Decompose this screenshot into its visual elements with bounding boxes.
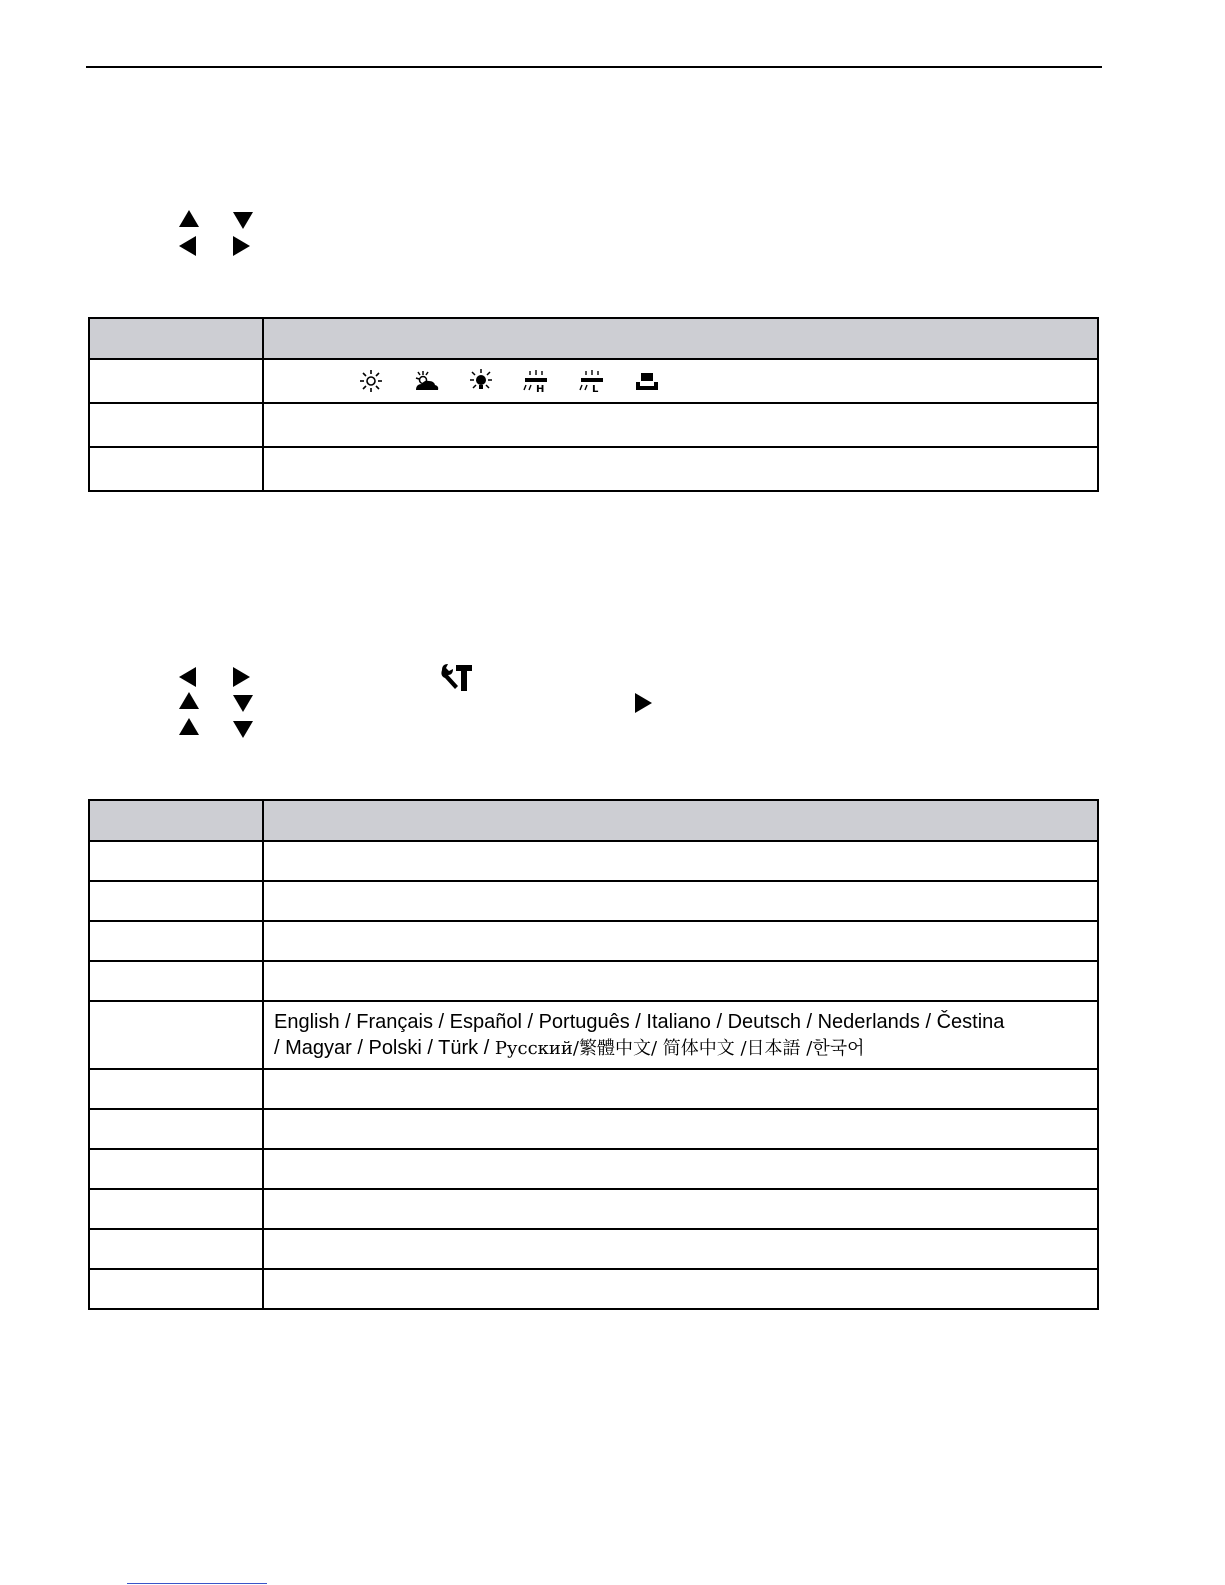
row-label — [89, 1069, 263, 1109]
left-arrow-icon — [179, 236, 196, 256]
row-value — [263, 1069, 1098, 1109]
table-row — [89, 921, 1098, 961]
svg-text:L: L — [592, 384, 599, 393]
table-row — [89, 359, 1098, 403]
language-line-2-cjk: Русский/繁體中文/ 简体中文 /日本語 /한국어 — [494, 1037, 865, 1059]
table-row — [89, 1189, 1098, 1229]
row-label — [89, 1229, 263, 1269]
left-arrow-icon — [179, 667, 196, 687]
white-balance-icons — [263, 359, 1098, 403]
row-label — [89, 961, 263, 1001]
row-value — [263, 403, 1098, 447]
fluorescent-h-icon — [522, 369, 550, 393]
down-arrow-icon — [233, 212, 253, 229]
row-value — [263, 1269, 1098, 1309]
table-row — [89, 1229, 1098, 1269]
header-cell — [89, 318, 263, 359]
row-value — [263, 921, 1098, 961]
table-row — [89, 403, 1098, 447]
row-label — [89, 881, 263, 921]
row-label — [89, 921, 263, 961]
up-arrow-icon — [179, 210, 199, 227]
row-value — [263, 841, 1098, 881]
row-label — [89, 1269, 263, 1309]
svg-text:H: H — [536, 384, 545, 393]
cloudy-icon — [412, 369, 440, 393]
language-options — [263, 1001, 1098, 1069]
row-value — [263, 881, 1098, 921]
row-value — [263, 1149, 1098, 1189]
down-arrow-icon — [233, 695, 253, 712]
language-line-2 — [274, 1035, 1087, 1062]
row-label — [89, 1109, 263, 1149]
row-value — [263, 961, 1098, 1001]
table-row — [89, 1269, 1098, 1309]
fluorescent-l-icon — [578, 369, 606, 393]
right-arrow-icon — [233, 667, 250, 687]
table-row — [89, 1069, 1098, 1109]
row-label — [89, 1001, 263, 1069]
setup-menu-table — [88, 799, 1099, 1310]
table-row — [89, 447, 1098, 491]
row-label — [89, 359, 263, 403]
down-arrow-icon — [233, 721, 253, 738]
row-label — [89, 841, 263, 881]
language-line-2-latin: / Magyar / Polski / Türk / — [274, 1036, 495, 1059]
up-arrow-icon — [179, 718, 199, 735]
row-value — [263, 447, 1098, 491]
table-row — [89, 1149, 1098, 1189]
right-arrow-icon — [233, 236, 250, 256]
custom-wb-icon — [634, 369, 660, 393]
table-row — [89, 841, 1098, 881]
white-balance-table — [88, 317, 1099, 492]
table-header-row — [89, 800, 1098, 841]
row-value — [263, 1189, 1098, 1229]
row-label — [89, 1149, 263, 1189]
table-row-language — [89, 1001, 1098, 1069]
table-row — [89, 1109, 1098, 1149]
table-row — [89, 881, 1098, 921]
wrench-hammer-icon — [440, 662, 474, 694]
header-cell — [263, 318, 1098, 359]
header-rule — [86, 66, 1102, 68]
row-label — [89, 403, 263, 447]
row-value — [263, 1229, 1098, 1269]
row-label — [89, 447, 263, 491]
up-arrow-icon — [179, 692, 199, 709]
footer-link-underline[interactable] — [127, 1583, 267, 1584]
table-row — [89, 961, 1098, 1001]
right-arrow-icon — [635, 693, 652, 713]
tungsten-icon — [468, 369, 494, 393]
language-line-1: English / Français / Español / Português / Italiano / Deutsch / Nederlands / Čestina — [274, 1010, 1005, 1033]
table-header-row — [89, 318, 1098, 359]
header-cell — [89, 800, 263, 841]
row-value — [263, 1109, 1098, 1149]
row-label — [89, 1189, 263, 1229]
header-cell — [263, 800, 1098, 841]
sunny-icon — [358, 369, 384, 393]
